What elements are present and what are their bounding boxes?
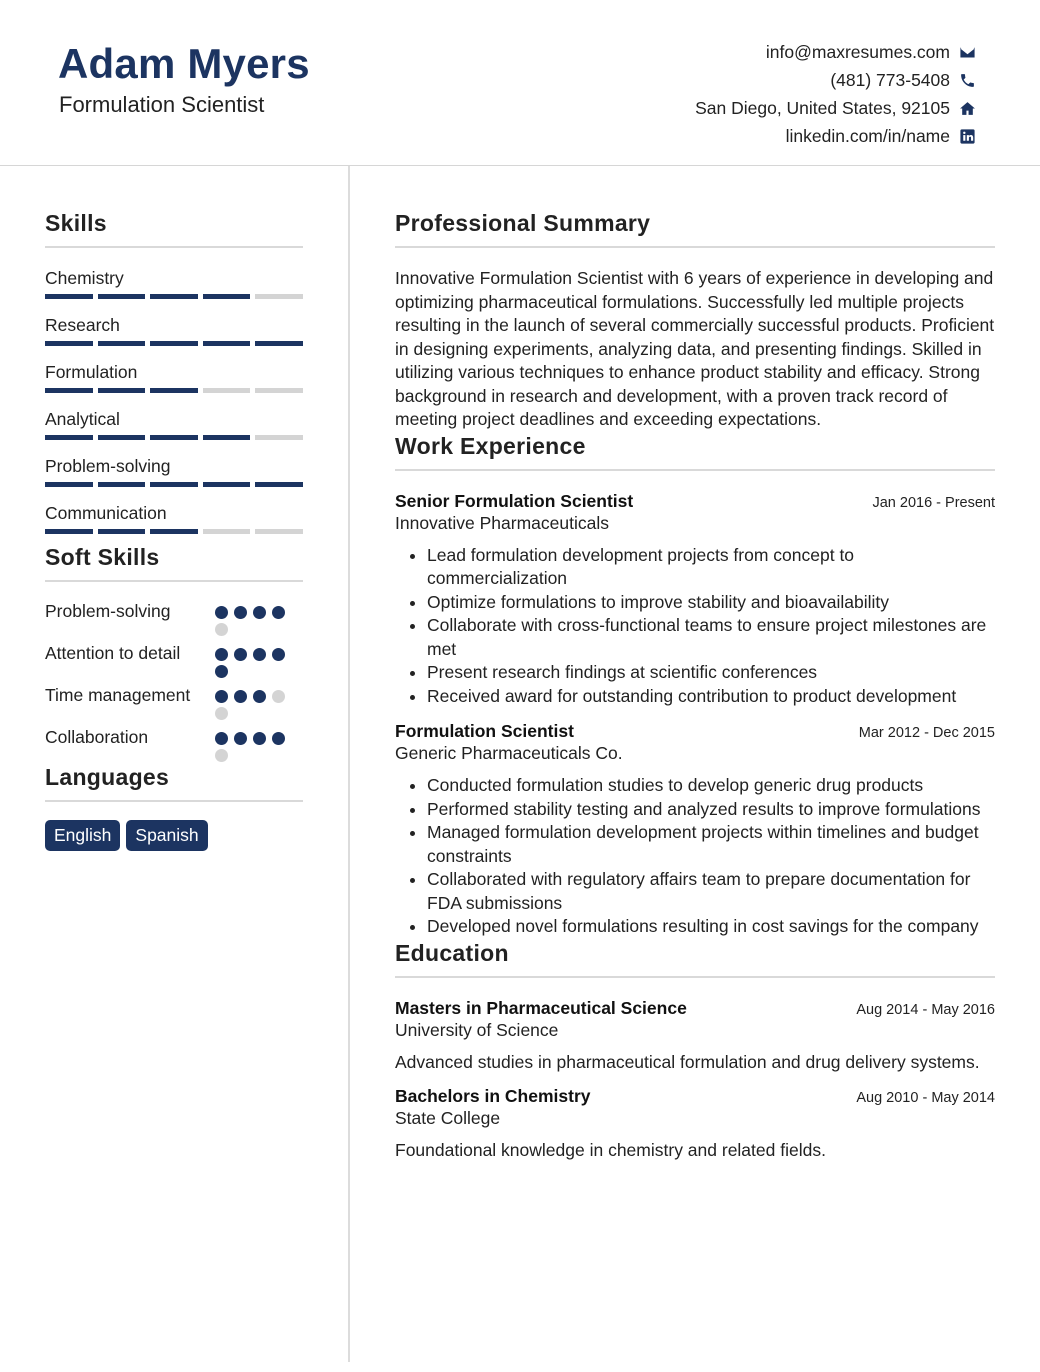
education-date: Aug 2010 - May 2014 bbox=[856, 1090, 995, 1106]
level-segment bbox=[203, 294, 251, 299]
level-segment bbox=[150, 529, 198, 534]
job-bullet: • Performed stability testing and analyzed results to improve formulations bbox=[427, 798, 995, 822]
level-segment bbox=[203, 482, 251, 487]
job-entry bbox=[395, 491, 995, 709]
skill-level-bar bbox=[45, 435, 303, 440]
summary-text: Innovative Formulation Scientist with 6 years of experience in developing and optimizing pharmaceutical formulations. Successfully led multiple projects resulting in the launch of several commercially successful products. Proficient in designing experiments, analyzing data, and presenting findings. Skilled in utilizing various techniques to enhance product stability and efficacy. Strong background in research and development, with a proven track record of meeting project deadlines and exceeding expectations. bbox=[395, 268, 995, 429]
experience-title: Work Experience bbox=[395, 432, 586, 459]
degree-name: Masters in Pharmaceutical Science bbox=[395, 997, 687, 1018]
soft-skills-title: Soft Skills bbox=[45, 544, 160, 570]
school-name: University of Science bbox=[395, 1019, 559, 1040]
level-segment bbox=[45, 529, 93, 534]
job-bullet: • Received award for outstanding contribution to product development bbox=[427, 685, 995, 709]
skill-level-bar bbox=[45, 482, 303, 487]
summary-title: Professional Summary bbox=[395, 210, 651, 236]
skills-title: Skills bbox=[45, 210, 107, 236]
candidate-name: Adam Myers bbox=[58, 40, 310, 87]
job-bullet: • Managed formulation development projects within timelines and budget constraints bbox=[427, 821, 995, 868]
skill-label: Formulation bbox=[45, 362, 138, 382]
rating-dot bbox=[272, 732, 285, 745]
column-divider bbox=[348, 166, 350, 1362]
education-description: Advanced studies in pharmaceutical formulation and drug delivery systems. bbox=[395, 1051, 980, 1072]
level-segment bbox=[45, 341, 93, 346]
rating-dot bbox=[234, 606, 247, 619]
level-segment bbox=[203, 435, 251, 440]
skill-label: Analytical bbox=[45, 409, 120, 429]
rating-dot bbox=[234, 690, 247, 703]
section-divider bbox=[45, 580, 303, 582]
education-entry bbox=[395, 998, 995, 1075]
level-segment bbox=[98, 435, 146, 440]
soft-skill-label: Time management bbox=[45, 685, 191, 705]
skill-label: Communication bbox=[45, 503, 167, 523]
language-badge: English bbox=[45, 820, 120, 851]
education-description: Foundational knowledge in chemistry and related fields. bbox=[395, 1140, 826, 1160]
level-segment bbox=[255, 482, 303, 487]
job-date: Jan 2016 - Present bbox=[872, 494, 995, 511]
soft-skill-item bbox=[45, 684, 303, 720]
level-segment bbox=[255, 294, 303, 299]
level-segment bbox=[203, 388, 251, 393]
level-segment bbox=[203, 341, 251, 346]
rating-dot bbox=[253, 648, 266, 661]
rating-dot bbox=[253, 690, 266, 703]
level-segment bbox=[255, 435, 303, 440]
skill-item bbox=[45, 501, 303, 534]
language-badge: Spanish bbox=[126, 820, 207, 851]
rating-dot bbox=[215, 606, 228, 619]
section-divider bbox=[395, 976, 995, 978]
level-segment bbox=[203, 529, 251, 534]
job-bullets bbox=[395, 774, 995, 939]
degree-name: Bachelors in Chemistry bbox=[395, 1086, 591, 1106]
level-segment bbox=[150, 435, 198, 440]
rating-dot bbox=[272, 690, 285, 703]
soft-skill-item bbox=[45, 600, 303, 636]
language-list bbox=[45, 820, 303, 851]
section-divider bbox=[395, 246, 995, 248]
contact-linkedin[interactable] bbox=[695, 122, 976, 150]
contact-email[interactable] bbox=[695, 38, 976, 66]
left-column bbox=[45, 210, 303, 851]
section-divider bbox=[395, 469, 995, 471]
contact-phone[interactable] bbox=[695, 66, 976, 94]
soft-skill-label: Attention to detail bbox=[45, 643, 181, 663]
skill-level-bar bbox=[45, 388, 303, 393]
job-entry bbox=[395, 721, 995, 939]
education-date: Aug 2014 - May 2016 bbox=[856, 1001, 995, 1018]
rating-dot bbox=[215, 707, 228, 720]
soft-skill-item bbox=[45, 726, 303, 762]
skill-level-bar bbox=[45, 341, 303, 346]
rating-dot bbox=[253, 732, 266, 745]
skill-item bbox=[45, 454, 303, 487]
skill-level-bar bbox=[45, 529, 303, 534]
job-role: Formulation Scientist bbox=[395, 721, 574, 741]
level-segment bbox=[150, 482, 198, 487]
skill-label: Problem-solving bbox=[45, 456, 171, 476]
level-segment bbox=[98, 341, 146, 346]
level-segment bbox=[255, 341, 303, 346]
section-divider bbox=[45, 800, 303, 802]
level-segment bbox=[45, 435, 93, 440]
level-segment bbox=[98, 388, 146, 393]
contact-email-text: info@maxresumes.com bbox=[765, 41, 950, 62]
job-bullets bbox=[395, 544, 995, 709]
rating-dot bbox=[215, 665, 228, 678]
phone-icon bbox=[958, 71, 976, 89]
skill-item bbox=[45, 266, 303, 299]
soft-skill-label: Problem-solving bbox=[45, 601, 171, 621]
job-bullet: • Conducted formulation studies to develop generic drug products bbox=[427, 774, 995, 798]
rating-dot bbox=[253, 606, 266, 619]
soft-skill-rating bbox=[215, 642, 303, 678]
contact-info bbox=[695, 38, 976, 150]
level-segment bbox=[98, 294, 146, 299]
job-bullet: • Collaborated with regulatory affairs team to prepare documentation for FDA submissions bbox=[427, 868, 995, 915]
job-role: Senior Formulation Scientist bbox=[395, 490, 634, 511]
job-bullet: • Lead formulation development projects from concept to commercialization bbox=[427, 544, 995, 591]
level-segment bbox=[45, 482, 93, 487]
level-segment bbox=[45, 388, 93, 393]
section-divider bbox=[45, 246, 303, 248]
level-segment bbox=[150, 294, 198, 299]
skill-level-bar bbox=[45, 294, 303, 299]
skill-item bbox=[45, 360, 303, 393]
contact-phone-text: (481) 773-5408 bbox=[830, 69, 950, 90]
school-name: State College bbox=[395, 1108, 501, 1128]
rating-dot bbox=[234, 732, 247, 745]
level-segment bbox=[255, 529, 303, 534]
contact-address-text: San Diego, United States, 92105 bbox=[695, 97, 950, 118]
skill-label: Chemistry bbox=[45, 268, 124, 288]
candidate-title: Formulation Scientist bbox=[59, 92, 265, 117]
job-bullet: • Optimize formulations to improve stability and bioavailability bbox=[427, 591, 995, 615]
rating-dot bbox=[215, 690, 228, 703]
rating-dot bbox=[272, 648, 285, 661]
job-company: Innovative Pharmaceuticals bbox=[395, 512, 609, 533]
skill-label: Research bbox=[45, 315, 120, 335]
rating-dot bbox=[215, 623, 228, 636]
job-bullet: • Present research findings at scientific conferences bbox=[427, 661, 995, 685]
level-segment bbox=[150, 341, 198, 346]
skill-item bbox=[45, 313, 303, 346]
soft-skill-label: Collaboration bbox=[45, 727, 149, 747]
level-segment bbox=[45, 294, 93, 299]
level-segment bbox=[98, 529, 146, 534]
education-entry bbox=[395, 1086, 995, 1163]
job-bullet: • Developed novel formulations resulting in cost savings for the company bbox=[427, 915, 995, 939]
rating-dot bbox=[215, 648, 228, 661]
contact-address bbox=[695, 94, 976, 122]
home-icon bbox=[958, 99, 976, 117]
resume-header bbox=[0, 0, 1040, 166]
envelope-icon bbox=[958, 43, 976, 61]
soft-skill-rating bbox=[215, 600, 303, 636]
linkedin-icon bbox=[958, 127, 976, 145]
level-segment bbox=[255, 388, 303, 393]
soft-skill-rating bbox=[215, 726, 303, 762]
job-bullet: • Collaborate with cross-functional teams to ensure project milestones are met bbox=[427, 614, 995, 661]
level-segment bbox=[150, 388, 198, 393]
languages-title: Languages bbox=[45, 764, 170, 790]
soft-skill-item bbox=[45, 642, 303, 678]
rating-dot bbox=[215, 749, 228, 762]
level-segment bbox=[98, 482, 146, 487]
rating-dot bbox=[215, 732, 228, 745]
job-company: Generic Pharmaceuticals Co. bbox=[395, 743, 623, 763]
contact-linkedin-text: linkedin.com/in/name bbox=[785, 125, 950, 146]
soft-skill-rating bbox=[215, 684, 303, 720]
job-date: Mar 2012 - Dec 2015 bbox=[858, 725, 995, 741]
right-column bbox=[395, 210, 995, 1163]
skill-item bbox=[45, 407, 303, 440]
rating-dot bbox=[234, 648, 247, 661]
education-title: Education bbox=[395, 939, 509, 966]
rating-dot bbox=[272, 606, 285, 619]
